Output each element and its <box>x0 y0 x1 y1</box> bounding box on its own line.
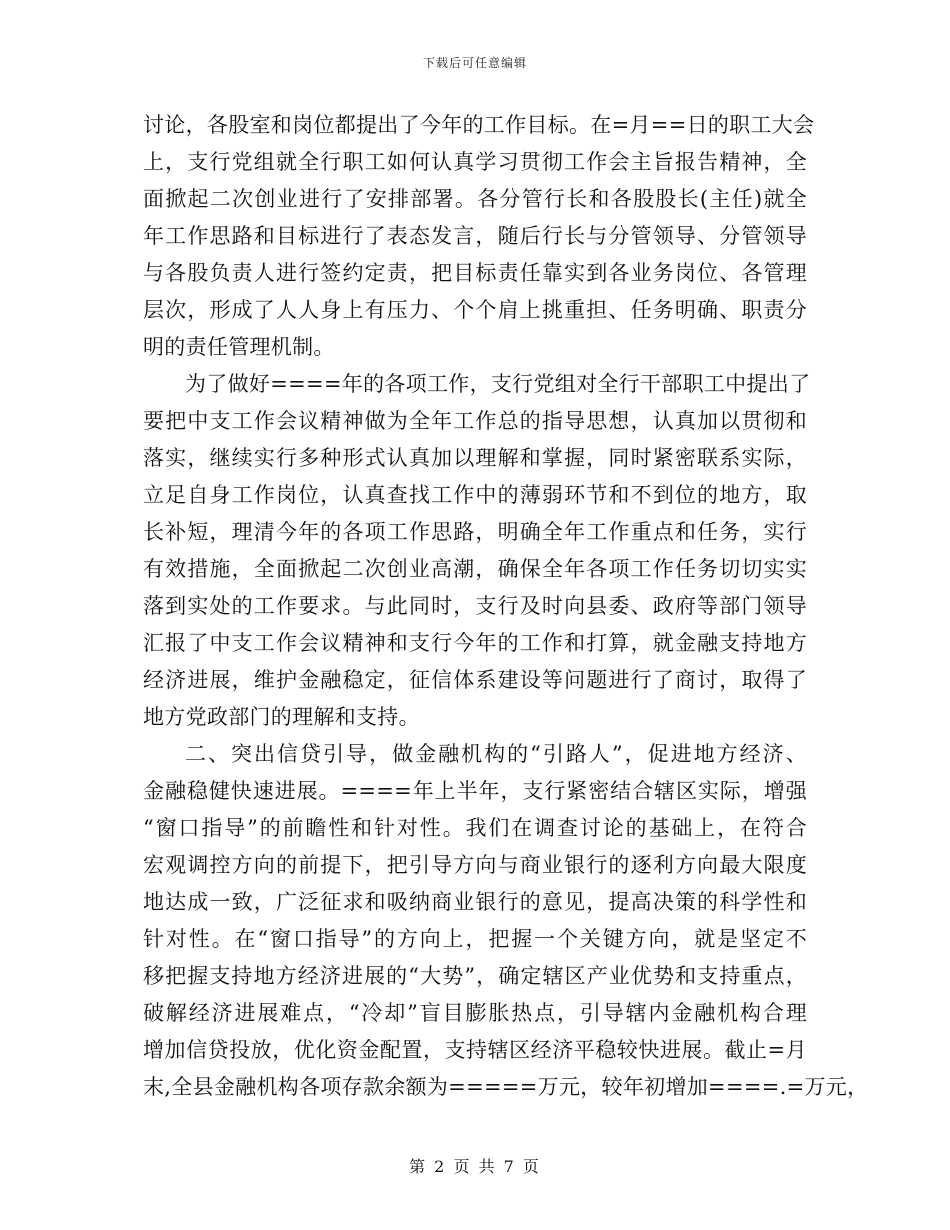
text-line: 层次，形成了人人身上有压力、个个肩上挑重担、任务明确、职责分 <box>143 298 807 322</box>
document-body <box>143 107 869 1106</box>
text-line: 要把中支工作会议精神做为全年工作总的指导思想，认真加以贯彻和 <box>143 409 807 433</box>
text-line: 落实，继续实行多种形式认真加以理解和掌握，同时紧密联系实际， <box>143 446 807 470</box>
text-line: 有效措施，全面掀起二次创业高潮，确保全年各项工作任务切切实实 <box>143 557 807 581</box>
text-line: 落到实处的工作要求。与此同时，支行及时向县委、政府等部门领导 <box>143 594 807 618</box>
page-header: 下载后可任意编辑 <box>422 56 527 70</box>
text-line: 面掀起二次创业进行了安排部署。各分管行长和各股股长(主任)就全 <box>143 187 807 211</box>
text-line: 明的责任管理机制。 <box>143 335 335 359</box>
text-line: 长补短，理清今年的各项工作思路，明确全年工作重点和任务，实行 <box>143 520 807 544</box>
text-line: 年工作思路和目标进行了表态发言，随后行长与分管领导、分管领导 <box>143 224 807 248</box>
text-line: 金融稳健快速进展。====年上半年，支行紧密结合辖区实际，增强 <box>143 779 807 803</box>
text-line: 与各股负责人进行签约定责，把目标责任靠实到各业务岗位、各管理 <box>143 261 807 285</box>
text-line: 地达成一致，广泛征求和吸纳商业银行的意见，提高决策的科学性和 <box>143 890 807 914</box>
text-line: 为了做好====年的各项工作，支行党组对全行干部职工中提出了 <box>185 372 811 396</box>
text-line: 经济进展，维护金融稳定，征信体系建设等问题进行了商讨，取得了 <box>143 668 807 692</box>
text-line: 破解经济进展难点，“冷却”盲目膨胀热点，引导辖内金融机构合理 <box>143 1001 807 1025</box>
text-line: 上，支行党组就全行职工如何认真学习贯彻工作会主旨报告精神，全 <box>143 150 807 174</box>
text-line: “窗口指导”的前瞻性和针对性。我们在调查讨论的基础上，在符合 <box>143 816 807 840</box>
text-line: 汇报了中支工作会议精神和支行今年的工作和打算，就金融支持地方 <box>143 631 807 655</box>
text-line: 增加信贷投放，优化资金配置，支持辖区经济平稳较快进展。截止=月 <box>143 1038 807 1062</box>
text-line: 地方党政部门的理解和支持。 <box>143 705 420 729</box>
text-line: 针对性。在“窗口指导”的方向上，把握一个关键方向，就是坚定不 <box>143 927 807 951</box>
text-line: 二、突出信贷引导，做金融机构的“引路人”，促进地方经济、 <box>185 742 807 766</box>
text-line: 宏观调控方向的前提下，把引导方向与商业银行的逐利方向最大限度 <box>143 853 807 877</box>
text-line: 末,全县金融机构各项存款余额为=====万元，较年初增加====.=万元， <box>143 1075 869 1099</box>
text-line: 移把握支持地方经济进展的“大势”，确定辖区产业优势和支持重点， <box>143 964 807 988</box>
page-footer: 第 2 页 共 7 页 <box>409 1157 541 1176</box>
text-line: 讨论，各股室和岗位都提出了今年的工作目标。在=月==日的职工大会 <box>143 113 815 137</box>
text-line: 立足自身工作岗位，认真查找工作中的薄弱环节和不到位的地方，取 <box>143 483 807 507</box>
